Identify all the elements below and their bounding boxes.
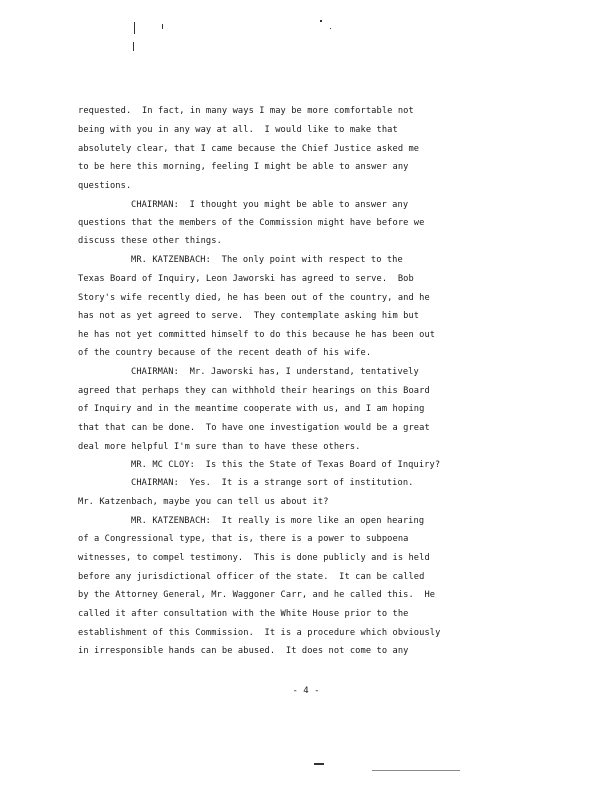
text-line: that that can be done. To have one investigation would be a great — [78, 423, 430, 433]
scan-mark — [330, 28, 331, 29]
page-number: - 4 - — [292, 686, 320, 696]
scan-mark — [314, 763, 324, 765]
text-line: being with you in any way at all. I would like to make that — [78, 125, 398, 135]
text-line: absolutely clear, that I came because the Chief Justice asked me — [78, 144, 420, 154]
text-line: Story's wife recently died, he has been out of the country, and he — [78, 293, 430, 303]
text-line: Mr. Katzenbach, maybe you can tell us about it? — [78, 497, 329, 507]
speaker-line: MR. KATZENBACH: The only point with respect to the — [131, 255, 403, 265]
text-line: discuss these other things. — [78, 236, 222, 246]
text-line: Texas Board of Inquiry, Leon Jaworski has agreed to serve. Bob — [78, 274, 414, 284]
speaker-line: CHAIRMAN: Yes. It is a strange sort of institution. — [131, 478, 414, 488]
scan-mark — [372, 770, 460, 771]
speaker-line: MR. KATZENBACH: It really is more like an open hearing — [131, 516, 425, 526]
text-line: of the country because of the recent death of his wife. — [78, 348, 372, 358]
speaker-line: MR. MC CLOY: Is this the State of Texas Board of Inquiry? — [131, 460, 441, 470]
text-line: called it after consultation with the White House prior to the — [78, 609, 409, 619]
speaker-line: CHAIRMAN: I thought you might be able to answer any — [131, 200, 409, 210]
text-line: agreed that perhaps they can withhold their hearings on this Board — [78, 386, 430, 396]
text-line: in irresponsible hands can be abused. It does not come to any — [78, 646, 409, 656]
text-line: of Inquiry and in the meantime cooperate with us, and I am hoping — [78, 404, 425, 414]
text-line: by the Attorney General, Mr. Waggoner Carr, and he called this. He — [78, 590, 436, 600]
text-line: to be here this morning, feeling I might be able to answer any — [78, 162, 409, 172]
scan-mark — [320, 20, 322, 22]
text-line: establishment of this Commission. It is a procedure which obviously — [78, 628, 441, 638]
text-line: deal more helpful I'm sure than to have these others. — [78, 442, 361, 452]
text-line: before any jurisdictional officer of the state. It can be called — [78, 572, 425, 582]
scan-mark — [134, 22, 135, 34]
text-line: questions that the members of the Commission might have before we — [78, 218, 425, 228]
scan-mark — [162, 24, 163, 29]
text-line: questions. — [78, 181, 132, 191]
text-line: requested. In fact, in many ways I may be more comfortable not — [78, 106, 414, 116]
text-line: of a Congressional type, that is, there is a power to subpoena — [78, 534, 409, 544]
text-line: he has not yet committed himself to do this because he has been out — [78, 330, 436, 340]
scan-mark — [133, 42, 134, 51]
text-line: has not as yet agreed to serve. They contemplate asking him but — [78, 311, 420, 321]
speaker-line: CHAIRMAN: Mr. Jaworski has, I understand, tentatively — [131, 367, 419, 377]
text-line: witnesses, to compel testimony. This is done publicly and is held — [78, 553, 430, 563]
